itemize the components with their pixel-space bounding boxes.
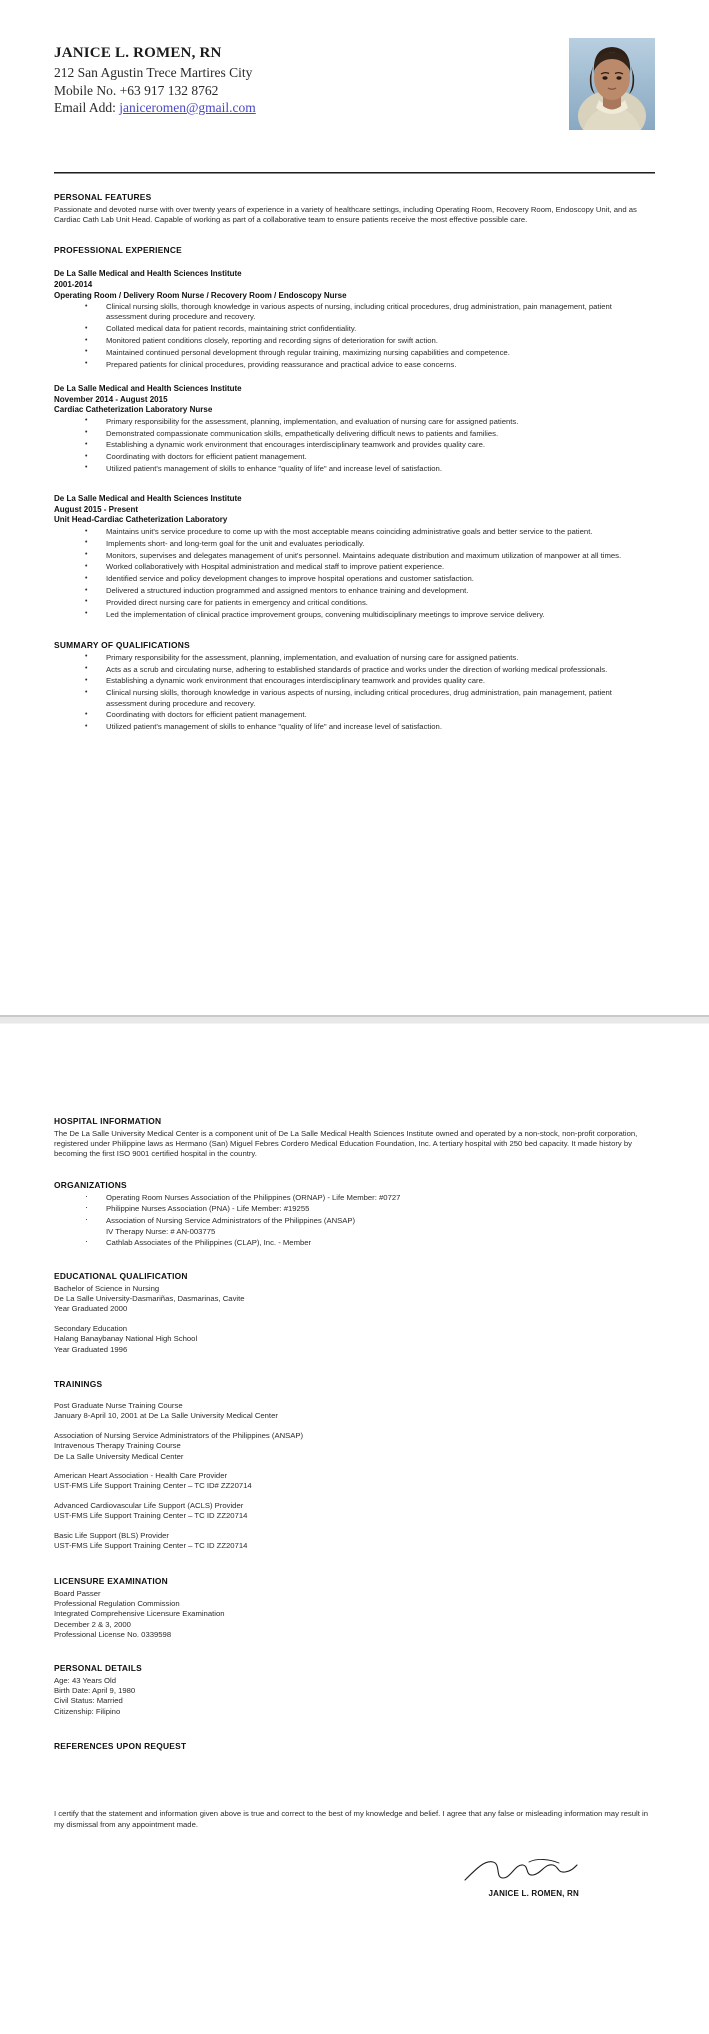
job-entry: [54, 384, 655, 474]
list-item: • Implements short- and long-term goal for the unit and evaluates periodically.: [54, 539, 655, 549]
list-item: [54, 1238, 655, 1248]
section-heading-references: REFERENCES UPON REQUEST: [54, 1741, 187, 1752]
list-item: • Delivered a structured induction programmed and assigned mentors to enhance training and development.: [54, 586, 655, 596]
list-item: • Monitors, supervises and delegates management of unit's personnel. Maintains adequate distribution and maximum utilization of manpower at all times.: [54, 551, 655, 561]
section-heading-organizations: ORGANIZATIONS: [54, 1179, 127, 1190]
list-item: • Clinical nursing skills, thorough knowledge in various aspects of nursing, including critical procedures, drug administration, pain management, patient assessment during procedure and recovery.: [54, 688, 655, 709]
list-item: • Provided direct nursing care for patients in emergency and critical conditions.: [54, 598, 655, 608]
job-bullet-list: [54, 302, 655, 370]
list-item: • Acts as a scrub and circulating nurse, adhering to established standards of practice and works under the direction of working medical professionals.: [54, 665, 655, 675]
job-bullet-list: [54, 527, 655, 620]
section-heading-personal-details: PERSONAL DETAILS: [54, 1662, 142, 1673]
section-heading-summary-of-qualifications: SUMMARY OF QUALIFICATIONS: [54, 639, 190, 650]
job-organization: De La Salle Medical and Health Sciences Institute: [54, 383, 242, 393]
list-item: • Utilized patient's management of skills to enhance "quality of life" and increase level of satisfaction.: [54, 722, 655, 732]
organization-name: Association of Nursing Service Administrators of the Philippines (ANSAP): [106, 1216, 356, 1226]
training-detail: De La Salle University Medical Center: [54, 1451, 184, 1461]
training-entry: [54, 1471, 655, 1492]
licensure-line: Professional License No. 0339598: [54, 1630, 172, 1640]
section-heading-professional-experience: PROFESSIONAL EXPERIENCE: [54, 245, 182, 256]
education-school: Halang Banaybanay National High School: [54, 1334, 198, 1344]
list-item: • Worked collaboratively with Hospital administration and medical staff to improve patient experience.: [54, 562, 655, 572]
training-title: American Heart Association - Health Care Provider: [54, 1471, 228, 1481]
section-heading-licensure-examination: LICENSURE EXAMINATION: [54, 1575, 168, 1586]
training-detail: Intravenous Therapy Training Course: [54, 1441, 181, 1451]
page-1: [0, 0, 709, 1014]
job-entry: [54, 494, 655, 620]
portrait-photo-graphic: [569, 38, 655, 130]
training-detail: January 8-April 10, 2001 at De La Salle University Medical Center: [54, 1411, 278, 1421]
list-item: • Maintains unit's service procedure to come up with the most acceptable means coinciding administrative goals and better service to the patient.: [54, 527, 655, 537]
licensure-lines: [54, 1589, 655, 1641]
page-2: [0, 1026, 709, 2034]
candidate-mobile: Mobile No. +63 917 132 8762: [54, 82, 219, 98]
signature-area: [54, 1856, 655, 1898]
job-dates: November 2014 - August 2015: [54, 394, 168, 404]
candidate-email-line: [54, 99, 655, 117]
handwritten-signature-icon: [459, 1856, 579, 1886]
training-title: Basic Life Support (BLS) Provider: [54, 1530, 169, 1540]
section-heading-trainings: TRAININGS: [54, 1379, 103, 1390]
personal-details-lines: [54, 1676, 655, 1718]
education-year: Year Graduated 2000: [54, 1304, 128, 1314]
page-2-bottom-margin: [54, 1898, 655, 1938]
training-title: Advanced Cardiovascular Life Support (ACLS) Provider: [54, 1500, 244, 1510]
job-title: Unit Head-Cardiac Catheterization Laboratory: [54, 515, 228, 525]
training-entry: [54, 1401, 655, 1422]
list-item: • Monitored patient conditions closely, reporting and recording signs of deterioration for swift action.: [54, 336, 655, 346]
education-secondary: [54, 1324, 655, 1355]
organization-name: Operating Room Nurses Association of the Philippines (ORNAP) - Life Member: #0727: [106, 1192, 401, 1202]
list-item: • Clinical nursing skills, thorough knowledge in various aspects of nursing, including critical procedures, drug administration, pain management, patient assessment during procedure and recovery.: [54, 302, 655, 323]
signature-name: JANICE L. ROMEN, RN: [488, 1888, 579, 1898]
job-organization: De La Salle Medical and Health Sciences Institute: [54, 269, 242, 279]
section-heading-personal-features: PERSONAL FEATURES: [54, 192, 152, 202]
personal-detail-age: Age: 43 Years Old: [54, 1675, 116, 1685]
job-entry: [54, 269, 655, 370]
licensure-line: Integrated Comprehensive Licensure Examination: [54, 1609, 225, 1619]
job-dates: August 2015 - Present: [54, 504, 139, 514]
education-degree: Bachelor of Science in Nursing: [54, 1283, 160, 1293]
summary-bullet-list: [54, 653, 655, 733]
job-title: Operating Room / Delivery Room Nurse / Recovery Room / Endoscopy Nurse: [54, 290, 347, 300]
organization-name: Cathlab Associates of the Philippines (CLAP), Inc. - Member: [106, 1238, 312, 1248]
education-year: Year Graduated 1996: [54, 1344, 128, 1354]
education-level: Secondary Education: [54, 1323, 128, 1333]
list-item: • Maintained continued personal development through regular training, maximizing nursing capabilities and competence.: [54, 348, 655, 358]
training-entry: [54, 1431, 655, 1462]
list-item: • Identified service and policy development changes to improve hospital operations and customer satisfaction.: [54, 574, 655, 584]
job-dates: 2001-2014: [54, 280, 93, 289]
training-detail: UST-FMS Life Support Training Center – TC ID# ZZ20714: [54, 1481, 252, 1491]
list-item: • Demonstrated compassionate communication skills, empathetically delivering difficult news to patients and families.: [54, 429, 655, 439]
candidate-address: 212 San Agustin Trece Martires City: [54, 65, 253, 80]
resume-header: [54, 0, 655, 156]
organizations-list: [54, 1193, 655, 1249]
training-entry: [54, 1531, 655, 1552]
job-organization: De La Salle Medical and Health Sciences Institute: [54, 494, 242, 504]
list-item: • Collated medical data for patient records, maintaining strict confidentiality.: [54, 324, 655, 334]
header-divider: [54, 172, 655, 174]
training-title: Post Graduate Nurse Training Course: [54, 1401, 183, 1411]
list-item: • Primary responsibility for the assessment, planning, implementation, and evaluation of nursing care for assigned patients.: [54, 653, 655, 663]
training-detail: UST-FMS Life Support Training Center – TC ID ZZ20714: [54, 1541, 248, 1551]
candidate-name: JANICE L. ROMEN, RN: [54, 45, 222, 61]
list-item: • Establishing a dynamic work environment that encourages interdisciplinary teamwork and provides quality care.: [54, 676, 655, 686]
email-link[interactable]: janiceromen@gmail.com: [119, 100, 256, 115]
list-item: [54, 1193, 655, 1203]
licensure-line: Board Passer: [54, 1588, 101, 1598]
list-item: • Coordinating with doctors for efficient patient management.: [54, 710, 655, 720]
job-bullet-list: [54, 417, 655, 474]
email-label: Email Add:: [54, 100, 116, 115]
personal-detail-citizenship: Citizenship: Filipino: [54, 1706, 121, 1716]
education-tertiary: [54, 1284, 655, 1315]
list-item: [54, 1216, 655, 1237]
list-item: [54, 1204, 655, 1214]
page-2-top-margin: [54, 1026, 655, 1098]
section-heading-hospital-information: HOSPITAL INFORMATION: [54, 1116, 162, 1126]
licensure-line: December 2 & 3, 2000: [54, 1619, 131, 1629]
list-item: • Utilized patient's management of skills to enhance "quality of life" and increase level of satisfaction.: [54, 464, 655, 474]
list-item: • Coordinating with doctors for efficient patient management.: [54, 452, 655, 462]
list-item: • Prepared patients for clinical procedures, providing reassurance and practical advice to ease concerns.: [54, 360, 655, 370]
page-separator: [0, 1014, 709, 1026]
hospital-information-body: The De La Salle University Medical Center is a component unit of De La Salle Medical Health Sciences Institute owned and operated by a non-stock, non-profit corporation, registered under Philippine laws as Hermano (San) Miguel Febres Cordero Medical Education Foundation, Inc. A tertiary hospital with 250 bed capacity. It made history by becoming the first ISO 9001 certified hospital in the country.: [54, 1129, 638, 1159]
list-item: • Establishing a dynamic work environment that encourages interdisciplinary teamwork and provides quality care.: [54, 440, 655, 450]
section-heading-educational-qualification: EDUCATIONAL QUALIFICATION: [54, 1270, 188, 1281]
licensure-line: Professional Regulation Commission: [54, 1598, 180, 1608]
organization-name: Philippine Nurses Association (PNA) - Life Member: #19255: [106, 1204, 310, 1214]
spacer: [54, 1315, 655, 1323]
training-detail: UST-FMS Life Support Training Center – TC ID ZZ20714: [54, 1511, 248, 1521]
personal-features-body: Passionate and devoted nurse with over twenty years of experience in a variety of healthcare settings, including Operating Room, Recovery Room, Endoscopy Unit, and as Cardiac Cath Lab Unit Head. Capable of working as part of a collaborative team to ensure patients receive the most effective possible care.: [54, 205, 637, 225]
education-school: De La Salle University-Dasmariñas, Dasmarinas, Cavite: [54, 1294, 245, 1303]
personal-detail-civil-status: Civil Status: Married: [54, 1696, 123, 1706]
organization-subline: IV Therapy Nurse: # AN-003775: [106, 1226, 216, 1236]
contact-block: [54, 44, 655, 117]
certification-statement: I certify that the statement and information given above is true and correct to the best of my knowledge and belief. I agree that any false or misleading information may result in my dismissal from any appointment made.: [54, 1809, 648, 1829]
list-item: • Led the implementation of clinical practice improvement groups, convening multidisciplinary meetings to improve service delivery.: [54, 610, 655, 620]
training-entry: [54, 1501, 655, 1522]
list-item: • Primary responsibility for the assessment, planning, implementation, and evaluation of nursing care for assigned patients.: [54, 417, 655, 427]
portrait-photo: [569, 38, 655, 130]
job-title: Cardiac Catheterization Laboratory Nurse: [54, 405, 213, 415]
training-title: Association of Nursing Service Administrators of the Philippines (ANSAP): [54, 1430, 304, 1440]
personal-detail-birthdate: Birth Date: April 9, 1980: [54, 1685, 136, 1695]
